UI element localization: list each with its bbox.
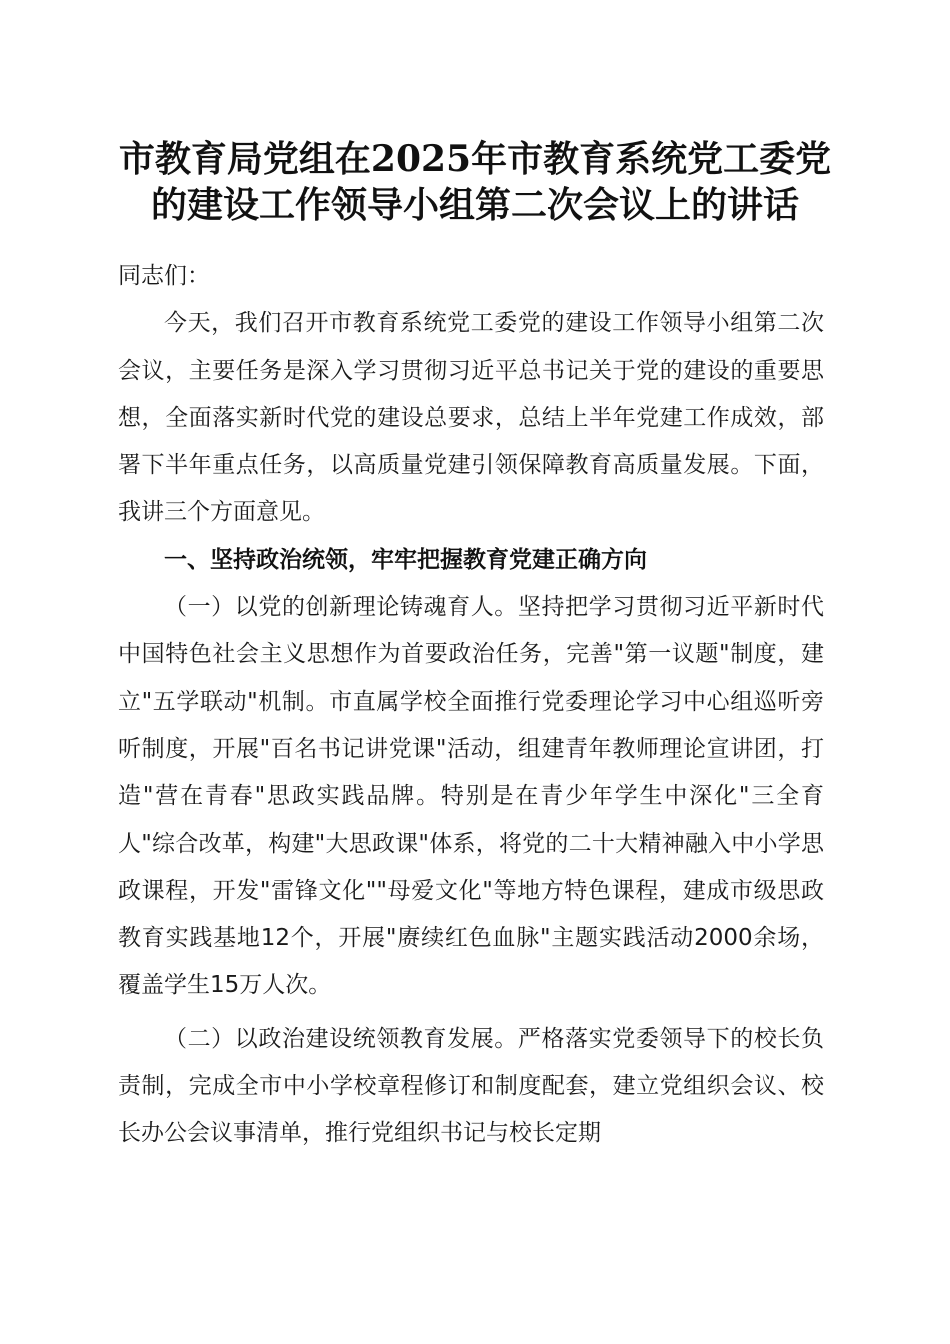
document-body bbox=[118, 253, 824, 1158]
title-line-1: 市教育局党组在2025年市教育系统党工委党 bbox=[118, 138, 832, 180]
item-1-body: 坚持把学习贯彻习近平新时代中国特色社会主义思想作为首要政治任务，完善"第一议题"制度，建立"五学联动"机制。市直属学校全面推行党委理论学习中心组巡听旁听制度，开展"百名书记讲党课"活动，组建青年教师理论宣讲团，打造"营在青春"思政实践品牌。特别是在青少年学生中深化"三全育人"综合改革，构建"大思政课"体系，将党的二十大精神融入中小学思政课程，开发"雷锋文化""母爱文化"等地方特色课程，建成市级思政教育实践基地12个，开展"赓续红色血脉"主题实践活动2000余场，覆盖学生15万人次。 bbox=[118, 594, 825, 999]
item-2-body: 严格落实党委领导下的校长负责制，完成全市中小学校章程修订和制度配套，建立党组织会议、校长办公会议事清单，推行党组织书记与校长定期 bbox=[118, 1025, 825, 1147]
item-1-paragraph bbox=[118, 584, 824, 1010]
title-line-2: 的建设工作领导小组第二次会议上的讲话 bbox=[150, 184, 799, 226]
intro-paragraph: 今天，我们召开市教育系统党工委党的建设工作领导小组第二次会议，主要任务是深入学习贯彻习近平总书记关于党的建设的重要思想，全面落实新时代党的建设总要求，总结上半年党建工作成效，部署下半年重点任务，以高质量党建引领保障教育高质量发展。下面，我讲三个方面意见。 bbox=[118, 310, 824, 526]
section-1-heading: 一、坚持政治统领，牢牢把握教育党建正确方向 bbox=[164, 546, 647, 573]
item-2-lead: （二）以政治建设统领教育发展。 bbox=[164, 1025, 518, 1052]
item-2-paragraph bbox=[118, 1016, 824, 1158]
document-title bbox=[110, 136, 840, 228]
salutation: 同志们： bbox=[118, 263, 210, 289]
item-1-lead: （一）以党的创新理论铸魂育人。 bbox=[164, 594, 518, 621]
